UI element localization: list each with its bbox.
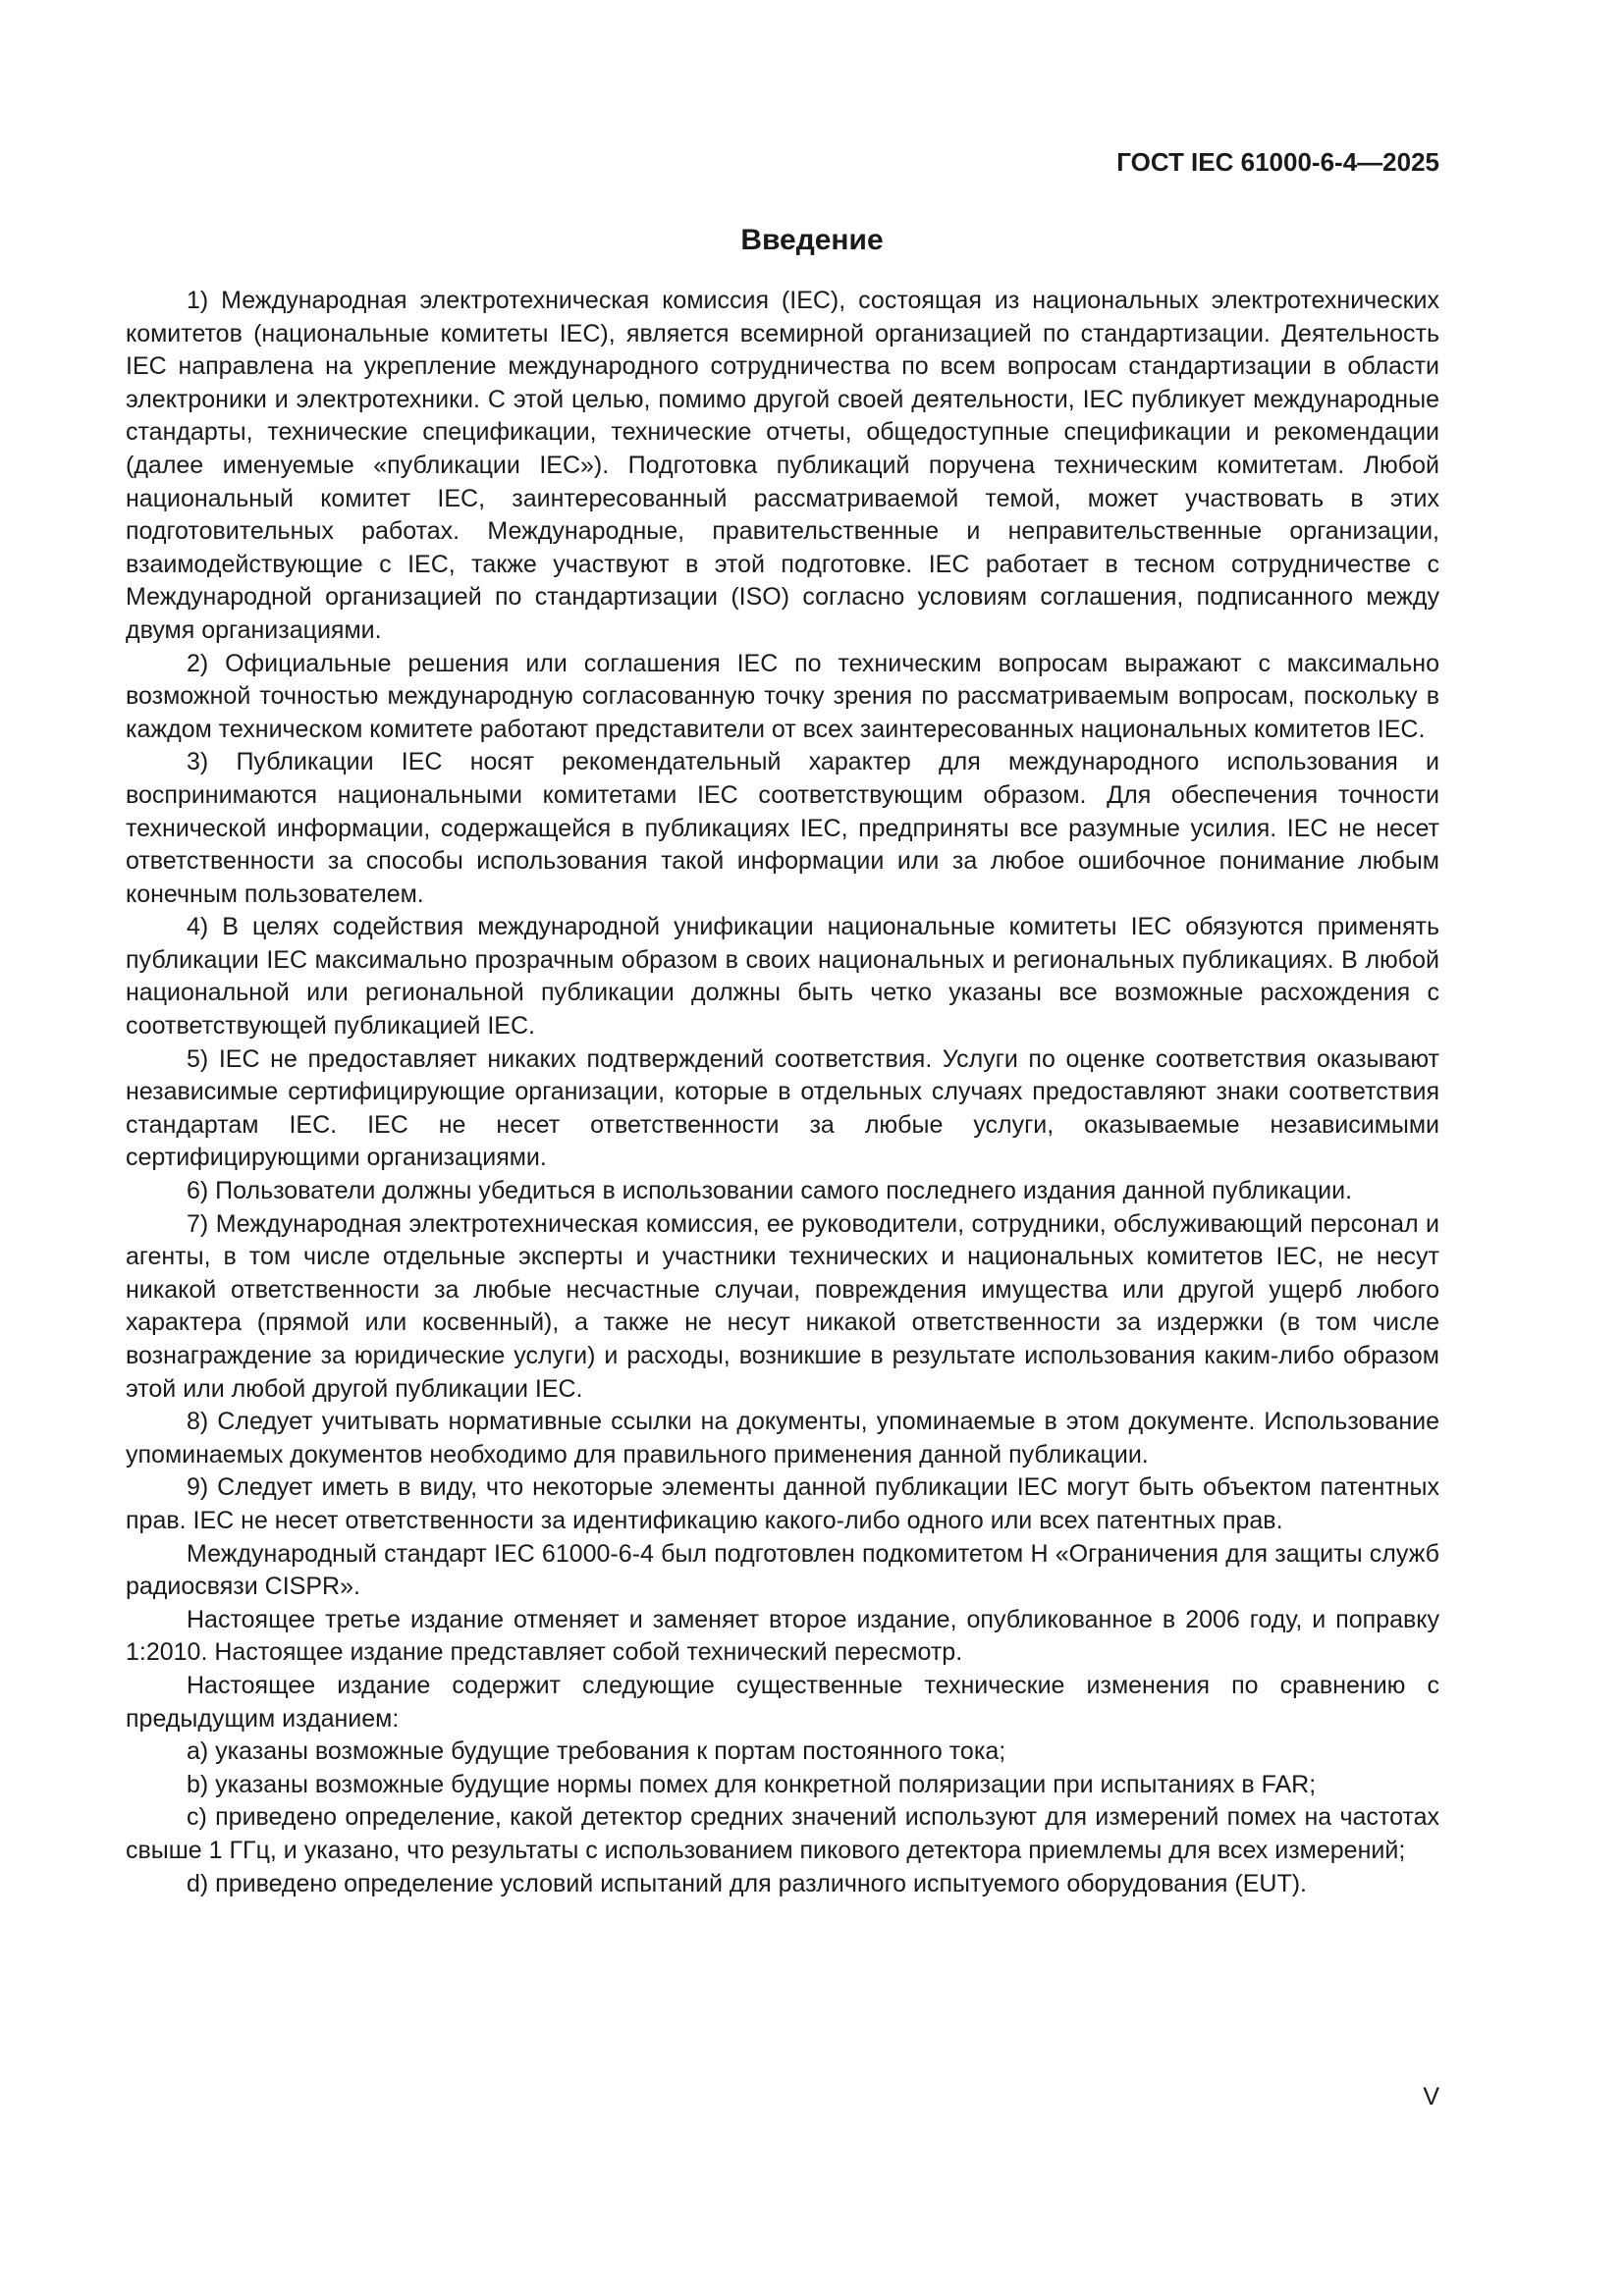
paragraph-9: 9) Следует иметь в виду, что некоторые элементы данной публикации IEC могут быть объектом патентных прав. IEC не несет ответственности за идентификацию какого-либо одного или всех патентных прав. <box>126 1473 1439 1534</box>
paragraph-1: 1) Международная электротехническая комиссия (IEC), состоящая из национальных электротехнических комитетов (национальные комитеты IEC), является всемирной организацией по стандартизации. Деятельность IEC направлена на укрепление международного сотрудничества по всем вопросам стандартизации в области электроники и электротехники. С этой целью, помимо другой своей деятельности, IEC публикует международные стандарты, технические спецификации, технические отчеты, общедоступные спецификации и рекомендации (далее именуемые «публикации IEC»). Подготовка публикаций поручена техническим комитетам. Любой национальный комитет IEC, заинтересованный рассматриваемой темой, может участвовать в этих подготовительных работах. Международные, правительственные и неправительственные организации, взаимодействующие с IEC, также участвуют в этой подготовке. IEC работает в тесном сотрудничестве с Международной организацией по стандартизации (ISO) согласно условиям соглашения, подписанного между двумя организациями. <box>126 287 1439 644</box>
paragraph-changes-intro: Настоящее издание содержит следующие существенные технические изменения по сравнению с предыдущим изданием: <box>126 1671 1439 1733</box>
list-item-a: a) указаны возможные будущие требования к портам постоянного тока; <box>187 1737 1006 1766</box>
paragraph-standard-prepared: Международный стандарт IEC 61000-6-4 был подготовлен подкомитетом H «Ограничения для защиты служб радиосвязи CISPR». <box>126 1539 1439 1601</box>
paragraph-4: 4) В целях содействия международной унификации национальные комитеты IEC обязуются применять публикации IEC максимально прозрачным образом в своих национальных и региональных публикациях. В любой национальной или региональной публикации должны быть четко указаны все возможные расхождения с соответствующей публикацией IEC. <box>126 913 1439 1041</box>
document-header-id: ГОСТ IEC 61000-6-4—2025 <box>1116 147 1439 177</box>
paragraph-edition: Настоящее третье издание отменяет и заменяет второе издание, опубликованное в 2006 году, и поправку 1:2010. Настоящее издание представляет собой технический пересмотр. <box>126 1605 1439 1667</box>
list-item-d: d) приведено определение условий испытаний для различного испытуемого оборудования (EUT). <box>187 1869 1308 1897</box>
document-body <box>126 285 1439 1900</box>
section-title: Введение <box>740 224 884 256</box>
page-number: V <box>1423 2083 1439 2110</box>
list-item-c: c) приведено определение, какой детектор средних значений используют для измерений помех на частотах свыше 1 ГГц, и указано, что результаты с использованием пикового детектора приемлемы для всех измерений; <box>126 1803 1439 1864</box>
paragraph-2: 2) Официальные решения или соглашения IEC по техническим вопросам выражают с максимально возможной точностью международную согласованную точку зрения по рассматриваемым вопросам, поскольку в каждом техническом комитете работают представители от всех заинтересованных национальных комитетов IEC. <box>126 649 1439 743</box>
paragraph-8: 8) Следует учитывать нормативные ссылки на документы, упоминаемые в этом документе. Использование упоминаемых документов необходимо для правильного применения данной публикации. <box>126 1408 1439 1468</box>
list-item-b: b) указаны возможные будущие нормы помех для конкретной поляризации при испытаниях в FAR; <box>187 1770 1317 1798</box>
paragraph-5: 5) IEC не предоставляет никаких подтверждений соответствия. Услуги по оценке соответствия оказывают независимые сертифицирующие организации, которые в отдельных случаях предоставляют знаки соответствия стандартам IEC. IEC не несет ответственности за любые услуги, оказываемые независимыми сертифицирующими организациями. <box>126 1044 1439 1172</box>
paragraph-3: 3) Публикации IEC носят рекомендательный характер для международного использования и воспринимаются национальными комитетами IEC соответствующим образом. Для обеспечения точности технической информации, содержащейся в публикациях IEC, предприняты все разумные усилия. IEC не несет ответственности за способы использования такой информации или за любое ошибочное понимание любым конечным пользователем. <box>126 748 1439 908</box>
paragraph-7: 7) Международная электротехническая комиссия, ее руководители, сотрудники, обслуживающий персонал и агенты, в том числе отдельные эксперты и участники технических и национальных комитетов IEC, не несут никакой ответственности за любые несчастные случаи, повреждения имущества или другой ущерб любого характера (прямой или косвенный), а также не несут никакой ответственности за издержки (в том числе вознаграждение за юридические услуги) и расходы, возникшие в результате использования каким-либо образом этой или любой другой публикации IEC. <box>126 1209 1439 1403</box>
paragraph-6: 6) Пользователи должны убедиться в использовании самого последнего издания данной публикации. <box>187 1177 1353 1205</box>
